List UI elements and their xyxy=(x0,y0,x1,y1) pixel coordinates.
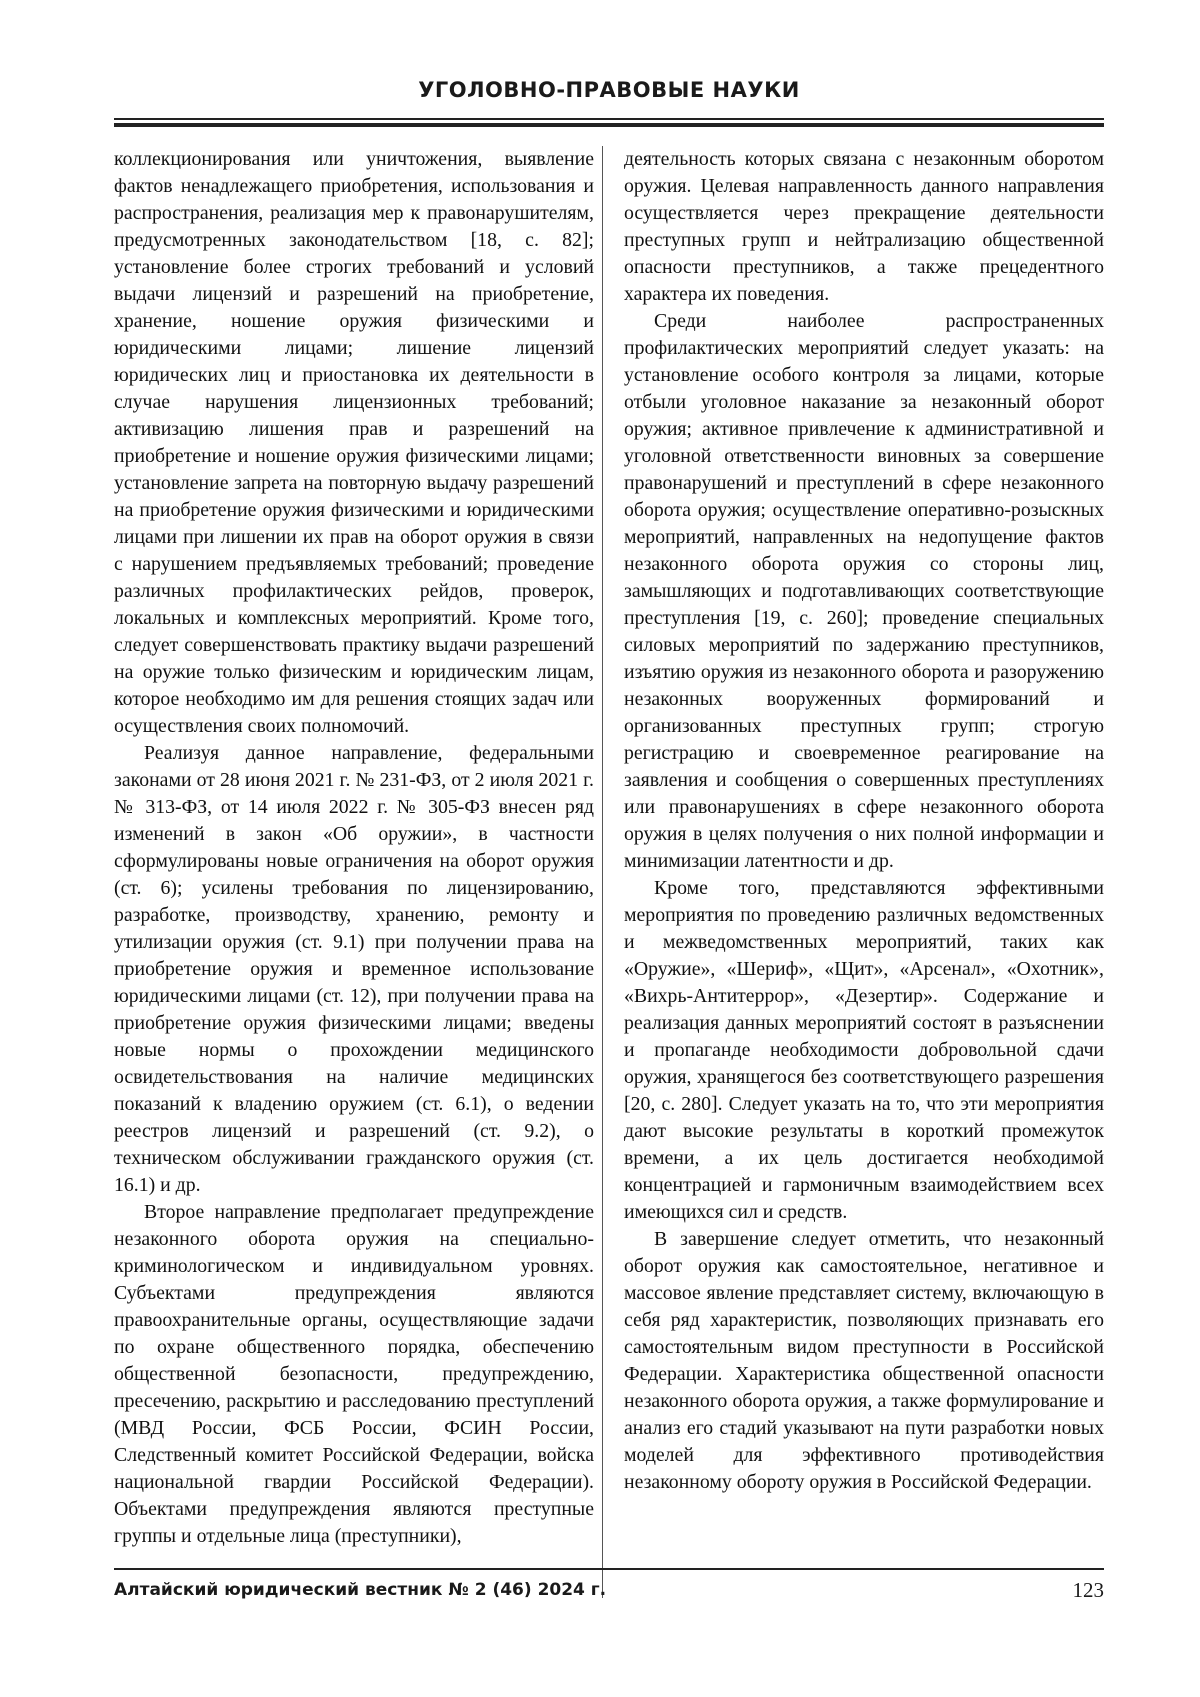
paragraph: Кроме того, представляются эффективными мероприятия по проведению различных ведомственных и межведомственных мероприятий, таких как «Оружие», «Шериф», «Щит», «Арсенал», «Охотник», «Вихрь-Антитеррор», «Дезертир». Содержание и реализация данных мероприятий состоят в разъяснении и пропаганде необходимости добровольной сдачи оружия, хранящегося без соответствующего разрешения [20, с. 280]. Следует указать на то, что эти мероприятия дают высокие результаты в короткий промежуток времени, а их цель достигается необходимой концентрацией и гармоничным взаимодействием всех имеющихся сил и средств. xyxy=(624,877,1104,1223)
paragraph: Среди наиболее распространенных профилактических мероприятий следует указать: на установление особого контроля за лицами, которые отбыли уголовное наказание за незаконный оборот оружия; активное привлечение к административной и уголовной ответственности виновных за совершение правонарушений и преступлений в сфере незаконного оборота оружия; осуществление оперативно-розыскных мероприятий, направленных на недопущение фактов незаконного оборота оружия со стороны лиц, замышляющих и подготавливающих соответствующие преступления [19, с. 260]; проведение специальных силовых мероприятий по задержанию преступников, изъятию оружия из незаконного оборота и разоружению незаконных вооруженных формирований и организованных преступных групп; строгую регистрацию и своевременное реагирование на заявления и сообщения о совершенных преступлениях или правонарушениях в сфере незаконного оборота оружия в целях получения о них полной информации и минимизации латентности и др. xyxy=(624,310,1104,872)
paragraph: коллекционирования или уничтожения, выявление фактов ненадлежащего приобретения, использования и распространения, реализация мер к правонарушителям, предусмотренных законодательством [18, с. 82]; установление более строгих требований и условий выдачи лицензий и разрешений на приобретение, хранение, ношение оружия физическими и юридическими лицами; лишение лицензий юридических лиц и приостановка их деятельности в случае нарушения лицензионных требований; активизацию лишения прав и разрешений на приобретение и ношение оружия физическими лицами; установление запрета на повторную выдачу разрешений на приобретение оружия физическими и юридическими лицами при лишении их прав на оборот оружия в связи с нарушением предъявляемых требований; проведение различных профилактических рейдов, проверок, локальных и комплексных мероприятий. Кроме того, следует совершенствовать практику выдачи разрешений на оружие только физическим и юридическим лицам, которое необходимо им для решения стоящих задач или осуществления своих полномочий. xyxy=(114,148,594,737)
page-number: 123 xyxy=(1072,1578,1104,1602)
header-rule-thick xyxy=(114,123,1104,127)
paragraph: В завершение следует отметить, что незаконный оборот оружия как самостоятельное, негативное и массовое явление представляет систему, включающую в себя ряд характеристик, позволяющих признавать его самостоятельным видом преступности в Российской Федерации. Характеристика общественной опасности незаконного оборота оружия, а также формулирование и анализ его стадий указывают на пути разработки новых моделей для эффективного противодействия незаконному обороту оружия в Российской Федерации. xyxy=(624,1228,1104,1493)
column-divider xyxy=(602,146,603,1598)
paragraph: Реализуя данное направление, федеральными законами от 28 июня 2021 г. № 231-ФЗ, от 2 июля 2021 г. № 313-ФЗ, от 14 июля 2022 г. № 305-ФЗ внесен ряд изменений в закон «Об оружии», в частности сформулированы новые ограничения на оборот оружия (ст. 6); усилены требования по лицензированию, разработке, производству, хранению, ремонту и утилизации оружия (ст. 9.1) при получении права на приобретение оружия и временное использование юридическими лицами (ст. 12), при получении права на приобретение оружия физическими лицами; введены новые нормы о прохождении медицинского освидетельствования на наличие медицинских показаний к владению оружием (ст. 6.1), о ведении реестров лицензий и разрешений (ст. 9.2), о техническом обслуживании гражданского оружия (ст. 16.1) и др. xyxy=(114,742,594,1196)
header-rule-thin xyxy=(114,118,1104,120)
right-column xyxy=(624,146,1104,1496)
footer-journal-name: Алтайский юридический вестник № 2 (46) 2024 г. xyxy=(114,1580,607,1600)
left-column xyxy=(114,146,594,1550)
footer-rule xyxy=(114,1568,1104,1570)
section-title: УГОЛОВНО-ПРАВОВЫЕ НАУКИ xyxy=(418,78,800,102)
paragraph: Второе направление предполагает предупреждение незаконного оборота оружия на специально-криминологическом и индивидуальном уровнях. Субъектами предупреждения являются правоохранительные органы, осуществляющие задачи по охране общественного порядка, обеспечению общественной безопасности, предупреждению, пресечению, раскрытию и расследованию преступлений (МВД России, ФСБ России, ФСИН России, Следственный комитет Российской Федерации, войска национальной гвардии Российской Федерации). Объектами предупреждения являются преступные группы и отдельные лица (преступники), xyxy=(114,1201,594,1547)
paragraph: деятельность которых связана с незаконным оборотом оружия. Целевая направленность данного направления осуществляется через прекращение деятельности преступных групп и нейтрализацию общественной опасности преступников, а также прецедентного характера их поведения. xyxy=(624,148,1104,305)
